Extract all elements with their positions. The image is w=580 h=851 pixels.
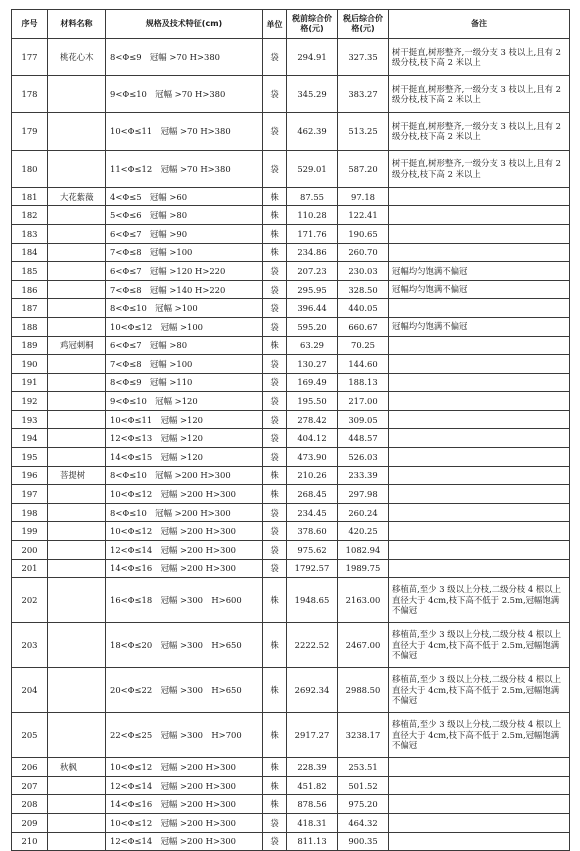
cell-post-tax-price: 260.24 — [338, 503, 389, 522]
cell-post-tax-price: 297.98 — [338, 485, 389, 504]
cell-unit: 株 — [263, 758, 287, 777]
cell-unit: 袋 — [263, 410, 287, 429]
cell-spec: 8<Φ≤10 冠幅 >200 H>300 — [106, 503, 263, 522]
cell-pre-tax-price: 529.01 — [287, 150, 338, 187]
table-row — [12, 503, 570, 522]
cell-material-name: 鸡冠刺桐 — [48, 336, 106, 355]
cell-note: 树干挺直,树形整齐,一级分支 3 枝以上,且有 2 级分枝,枝下高 2 米以上 — [389, 76, 570, 113]
cell-material-name — [48, 410, 106, 429]
cell-note — [389, 559, 570, 578]
cell-unit: 袋 — [263, 150, 287, 187]
cell-spec: 4<Φ≤5 冠幅 >60 — [106, 187, 263, 206]
cell-note — [389, 541, 570, 560]
cell-unit: 株 — [263, 578, 287, 623]
cell-note: 冠幅均匀饱满不偏冠 — [389, 262, 570, 281]
cell-note — [389, 814, 570, 833]
cell-note — [389, 206, 570, 225]
table-header — [12, 10, 570, 39]
cell-material-name — [48, 448, 106, 467]
cell-pre-tax-price: 87.55 — [287, 187, 338, 206]
cell-material-name — [48, 832, 106, 851]
cell-material-name — [48, 668, 106, 713]
cell-note — [389, 485, 570, 504]
cell-material-name — [48, 814, 106, 833]
cell-unit: 袋 — [263, 522, 287, 541]
cell-no: 207 — [12, 776, 48, 795]
cell-pre-tax-price: 1948.65 — [287, 578, 338, 623]
table-row — [12, 485, 570, 504]
cell-spec: 7<Φ≤8 冠幅 >140 H>220 — [106, 280, 263, 299]
cell-post-tax-price: 440.05 — [338, 299, 389, 318]
cell-pre-tax-price: 207.23 — [287, 262, 338, 281]
cell-note — [389, 795, 570, 814]
header-note: 备注 — [389, 10, 570, 39]
price-table-sheet — [11, 9, 569, 851]
cell-unit: 袋 — [263, 814, 287, 833]
table-row — [12, 280, 570, 299]
cell-spec: 6<Φ≤7 冠幅 >90 — [106, 224, 263, 243]
cell-note — [389, 832, 570, 851]
cell-material-name — [48, 559, 106, 578]
cell-material-name — [48, 541, 106, 560]
cell-spec: 8<Φ≤9 冠幅 >110 — [106, 373, 263, 392]
cell-pre-tax-price: 462.39 — [287, 113, 338, 150]
cell-spec: 10<Φ≤12 冠幅 >100 — [106, 317, 263, 336]
cell-unit: 袋 — [263, 299, 287, 318]
cell-post-tax-price: 587.20 — [338, 150, 389, 187]
cell-spec: 10<Φ≤11 冠幅 >120 — [106, 410, 263, 429]
cell-post-tax-price: 2163.00 — [338, 578, 389, 623]
cell-post-tax-price: 513.25 — [338, 113, 389, 150]
cell-post-tax-price: 327.35 — [338, 39, 389, 76]
cell-material-name — [48, 429, 106, 448]
cell-post-tax-price: 975.20 — [338, 795, 389, 814]
cell-spec: 9<Φ≤10 冠幅 >70 H>380 — [106, 76, 263, 113]
cell-spec: 10<Φ≤12 冠幅 >200 H>300 — [106, 758, 263, 777]
cell-material-name — [48, 503, 106, 522]
cell-spec: 5<Φ≤6 冠幅 >80 — [106, 206, 263, 225]
cell-no: 198 — [12, 503, 48, 522]
cell-note — [389, 224, 570, 243]
cell-spec: 7<Φ≤8 冠幅 >100 — [106, 355, 263, 374]
cell-pre-tax-price: 2692.34 — [287, 668, 338, 713]
cell-post-tax-price: 217.00 — [338, 392, 389, 411]
cell-pre-tax-price: 169.49 — [287, 373, 338, 392]
price-table — [11, 9, 570, 851]
table-row — [12, 713, 570, 758]
table-row — [12, 758, 570, 777]
header-unit: 单位 — [263, 10, 287, 39]
cell-note — [389, 503, 570, 522]
cell-spec: 8<Φ≤10 冠幅 >100 — [106, 299, 263, 318]
cell-unit: 袋 — [263, 832, 287, 851]
cell-no: 204 — [12, 668, 48, 713]
cell-no: 183 — [12, 224, 48, 243]
cell-spec: 8<Φ≤9 冠幅 >70 H>380 — [106, 39, 263, 76]
table-row — [12, 623, 570, 668]
cell-material-name — [48, 355, 106, 374]
cell-pre-tax-price: 171.76 — [287, 224, 338, 243]
cell-pre-tax-price: 2222.52 — [287, 623, 338, 668]
cell-spec: 14<Φ≤15 冠幅 >120 — [106, 448, 263, 467]
cell-unit: 株 — [263, 206, 287, 225]
cell-spec: 12<Φ≤13 冠幅 >120 — [106, 429, 263, 448]
cell-material-name: 桃花心木 — [48, 39, 106, 76]
cell-material-name — [48, 713, 106, 758]
cell-pre-tax-price: 975.62 — [287, 541, 338, 560]
table-row — [12, 448, 570, 467]
cell-post-tax-price: 233.39 — [338, 466, 389, 485]
cell-note — [389, 410, 570, 429]
cell-post-tax-price: 2988.50 — [338, 668, 389, 713]
cell-post-tax-price: 3238.17 — [338, 713, 389, 758]
cell-spec: 12<Φ≤14 冠幅 >200 H>300 — [106, 832, 263, 851]
cell-spec: 12<Φ≤14 冠幅 >200 H>300 — [106, 541, 263, 560]
cell-unit: 袋 — [263, 317, 287, 336]
table-row — [12, 336, 570, 355]
cell-no: 194 — [12, 429, 48, 448]
cell-note — [389, 336, 570, 355]
cell-no: 190 — [12, 355, 48, 374]
cell-material-name: 秋枫 — [48, 758, 106, 777]
cell-pre-tax-price: 210.26 — [287, 466, 338, 485]
cell-no: 195 — [12, 448, 48, 467]
cell-post-tax-price: 420.25 — [338, 522, 389, 541]
table-row — [12, 392, 570, 411]
cell-pre-tax-price: 268.45 — [287, 485, 338, 504]
table-row — [12, 150, 570, 187]
table-row — [12, 668, 570, 713]
cell-post-tax-price: 383.27 — [338, 76, 389, 113]
cell-unit: 袋 — [263, 559, 287, 578]
cell-post-tax-price: 230.03 — [338, 262, 389, 281]
table-row — [12, 76, 570, 113]
cell-no: 181 — [12, 187, 48, 206]
cell-pre-tax-price: 195.50 — [287, 392, 338, 411]
cell-post-tax-price: 122.41 — [338, 206, 389, 225]
cell-unit: 袋 — [263, 113, 287, 150]
cell-post-tax-price: 309.05 — [338, 410, 389, 429]
cell-material-name — [48, 795, 106, 814]
cell-note: 移植苗,至少 3 级以上分枝,二级分枝 4 根以上直径大于 4cm,枝下高不低于 2.5m,冠幅饱满不偏冠 — [389, 713, 570, 758]
header-pre-tax: 税前综合价格(元) — [287, 10, 338, 39]
cell-unit: 株 — [263, 668, 287, 713]
cell-spec: 14<Φ≤16 冠幅 >200 H>300 — [106, 559, 263, 578]
cell-material-name — [48, 262, 106, 281]
cell-no: 188 — [12, 317, 48, 336]
table-row — [12, 541, 570, 560]
table-row — [12, 355, 570, 374]
cell-post-tax-price: 464.32 — [338, 814, 389, 833]
cell-no: 196 — [12, 466, 48, 485]
cell-note — [389, 429, 570, 448]
table-row — [12, 39, 570, 76]
cell-unit: 株 — [263, 187, 287, 206]
cell-unit: 袋 — [263, 503, 287, 522]
table-row — [12, 578, 570, 623]
cell-note: 冠幅均匀饱满不偏冠 — [389, 280, 570, 299]
cell-pre-tax-price: 418.31 — [287, 814, 338, 833]
cell-pre-tax-price: 811.13 — [287, 832, 338, 851]
cell-pre-tax-price: 130.27 — [287, 355, 338, 374]
cell-material-name — [48, 113, 106, 150]
cell-spec: 12<Φ≤14 冠幅 >200 H>300 — [106, 776, 263, 795]
cell-no: 187 — [12, 299, 48, 318]
cell-note — [389, 299, 570, 318]
cell-material-name — [48, 317, 106, 336]
cell-note: 树干挺直,树形整齐,一级分支 3 枝以上,且有 2 级分枝,枝下高 2 米以上 — [389, 39, 570, 76]
table-body — [12, 39, 570, 851]
cell-note — [389, 373, 570, 392]
cell-spec: 10<Φ≤11 冠幅 >70 H>380 — [106, 113, 263, 150]
cell-no: 193 — [12, 410, 48, 429]
cell-material-name — [48, 224, 106, 243]
cell-unit: 株 — [263, 713, 287, 758]
cell-spec: 11<Φ≤12 冠幅 >70 H>380 — [106, 150, 263, 187]
cell-no: 205 — [12, 713, 48, 758]
cell-unit: 袋 — [263, 392, 287, 411]
cell-note — [389, 243, 570, 262]
cell-unit: 袋 — [263, 39, 287, 76]
header-row — [12, 10, 570, 39]
table-row — [12, 429, 570, 448]
cell-pre-tax-price: 595.20 — [287, 317, 338, 336]
cell-no: 186 — [12, 280, 48, 299]
cell-no: 179 — [12, 113, 48, 150]
cell-post-tax-price: 328.50 — [338, 280, 389, 299]
cell-unit: 袋 — [263, 448, 287, 467]
table-row — [12, 224, 570, 243]
cell-spec: 10<Φ≤12 冠幅 >200 H>300 — [106, 485, 263, 504]
cell-pre-tax-price: 345.29 — [287, 76, 338, 113]
cell-spec: 9<Φ≤10 冠幅 >120 — [106, 392, 263, 411]
cell-no: 208 — [12, 795, 48, 814]
cell-unit: 株 — [263, 336, 287, 355]
cell-pre-tax-price: 234.86 — [287, 243, 338, 262]
cell-spec: 10<Φ≤12 冠幅 >200 H>300 — [106, 814, 263, 833]
cell-note: 移植苗,至少 3 级以上分枝,二级分枝 4 根以上直径大于 4cm,枝下高不低于 2.5m,冠幅饱满不偏冠 — [389, 623, 570, 668]
header-post-tax: 税后综合价格(元) — [338, 10, 389, 39]
cell-unit: 袋 — [263, 76, 287, 113]
cell-spec: 7<Φ≤8 冠幅 >100 — [106, 243, 263, 262]
cell-material-name: 菩提树 — [48, 466, 106, 485]
cell-post-tax-price: 2467.00 — [338, 623, 389, 668]
cell-no: 199 — [12, 522, 48, 541]
cell-pre-tax-price: 63.29 — [287, 336, 338, 355]
cell-post-tax-price: 97.18 — [338, 187, 389, 206]
cell-post-tax-price: 526.03 — [338, 448, 389, 467]
cell-material-name — [48, 776, 106, 795]
cell-unit: 株 — [263, 243, 287, 262]
cell-material-name — [48, 206, 106, 225]
cell-note: 移植苗,至少 3 级以上分枝,二级分枝 4 根以上直径大于 4cm,枝下高不低于 2.5m,冠幅饱满不偏冠 — [389, 578, 570, 623]
table-row — [12, 814, 570, 833]
cell-unit: 袋 — [263, 280, 287, 299]
cell-no: 184 — [12, 243, 48, 262]
cell-note — [389, 776, 570, 795]
cell-note — [389, 522, 570, 541]
cell-material-name — [48, 76, 106, 113]
table-row — [12, 113, 570, 150]
table-row — [12, 317, 570, 336]
table-row — [12, 410, 570, 429]
table-row — [12, 299, 570, 318]
cell-no: 191 — [12, 373, 48, 392]
cell-unit: 袋 — [263, 262, 287, 281]
cell-no: 182 — [12, 206, 48, 225]
table-row — [12, 187, 570, 206]
cell-pre-tax-price: 878.56 — [287, 795, 338, 814]
table-row — [12, 522, 570, 541]
cell-pre-tax-price: 396.44 — [287, 299, 338, 318]
cell-post-tax-price: 1082.94 — [338, 541, 389, 560]
header-no: 序号 — [12, 10, 48, 39]
cell-no: 178 — [12, 76, 48, 113]
cell-unit: 株 — [263, 224, 287, 243]
cell-note — [389, 355, 570, 374]
cell-spec: 6<Φ≤7 冠幅 >120 H>220 — [106, 262, 263, 281]
cell-pre-tax-price: 295.95 — [287, 280, 338, 299]
cell-spec: 14<Φ≤16 冠幅 >200 H>300 — [106, 795, 263, 814]
cell-no: 200 — [12, 541, 48, 560]
cell-no: 180 — [12, 150, 48, 187]
cell-pre-tax-price: 228.39 — [287, 758, 338, 777]
cell-note — [389, 466, 570, 485]
cell-no: 210 — [12, 832, 48, 851]
cell-material-name: 大花紫薇 — [48, 187, 106, 206]
cell-unit: 袋 — [263, 429, 287, 448]
cell-post-tax-price: 501.52 — [338, 776, 389, 795]
cell-note — [389, 448, 570, 467]
cell-note: 树干挺直,树形整齐,一级分支 3 枝以上,且有 2 级分枝,枝下高 2 米以上 — [389, 113, 570, 150]
cell-post-tax-price: 253.51 — [338, 758, 389, 777]
cell-note: 树干挺直,树形整齐,一级分支 3 枝以上,且有 2 级分枝,枝下高 2 米以上 — [389, 150, 570, 187]
cell-note: 冠幅均匀饱满不偏冠 — [389, 317, 570, 336]
table-row — [12, 466, 570, 485]
cell-spec: 22<Φ≤25 冠幅 >300 H>700 — [106, 713, 263, 758]
cell-no: 185 — [12, 262, 48, 281]
cell-material-name — [48, 578, 106, 623]
cell-unit: 袋 — [263, 355, 287, 374]
cell-pre-tax-price: 294.91 — [287, 39, 338, 76]
cell-post-tax-price: 660.67 — [338, 317, 389, 336]
cell-no: 192 — [12, 392, 48, 411]
cell-unit: 袋 — [263, 373, 287, 392]
cell-pre-tax-price: 1792.57 — [287, 559, 338, 578]
cell-note: 移植苗,至少 3 级以上分枝,二级分枝 4 根以上直径大于 4cm,枝下高不低于 2.5m,冠幅饱满不偏冠 — [389, 668, 570, 713]
cell-material-name — [48, 373, 106, 392]
cell-post-tax-price: 260.70 — [338, 243, 389, 262]
cell-material-name — [48, 485, 106, 504]
table-row — [12, 832, 570, 851]
cell-unit: 株 — [263, 485, 287, 504]
cell-no: 201 — [12, 559, 48, 578]
cell-no: 197 — [12, 485, 48, 504]
header-spec: 规格及技术特征(cm) — [106, 10, 263, 39]
cell-spec: 16<Φ≤18 冠幅 >300 H>600 — [106, 578, 263, 623]
cell-post-tax-price: 190.65 — [338, 224, 389, 243]
cell-spec: 6<Φ≤7 冠幅 >80 — [106, 336, 263, 355]
cell-no: 209 — [12, 814, 48, 833]
cell-no: 203 — [12, 623, 48, 668]
cell-post-tax-price: 900.35 — [338, 832, 389, 851]
table-row — [12, 262, 570, 281]
cell-no: 189 — [12, 336, 48, 355]
header-name: 材料名称 — [48, 10, 106, 39]
cell-spec: 18<Φ≤20 冠幅 >300 H>650 — [106, 623, 263, 668]
cell-material-name — [48, 299, 106, 318]
cell-material-name — [48, 280, 106, 299]
cell-pre-tax-price: 473.90 — [287, 448, 338, 467]
cell-pre-tax-price: 278.42 — [287, 410, 338, 429]
cell-no: 206 — [12, 758, 48, 777]
cell-pre-tax-price: 404.12 — [287, 429, 338, 448]
table-row — [12, 559, 570, 578]
cell-pre-tax-price: 110.28 — [287, 206, 338, 225]
cell-material-name — [48, 623, 106, 668]
table-row — [12, 795, 570, 814]
cell-post-tax-price: 70.25 — [338, 336, 389, 355]
cell-material-name — [48, 392, 106, 411]
cell-pre-tax-price: 234.45 — [287, 503, 338, 522]
cell-no: 177 — [12, 39, 48, 76]
cell-pre-tax-price: 451.82 — [287, 776, 338, 795]
cell-material-name — [48, 522, 106, 541]
cell-post-tax-price: 188.13 — [338, 373, 389, 392]
cell-unit: 袋 — [263, 541, 287, 560]
cell-note — [389, 758, 570, 777]
cell-unit: 株 — [263, 776, 287, 795]
cell-pre-tax-price: 2917.27 — [287, 713, 338, 758]
cell-note — [389, 187, 570, 206]
cell-post-tax-price: 1989.75 — [338, 559, 389, 578]
table-row — [12, 243, 570, 262]
cell-unit: 株 — [263, 623, 287, 668]
cell-material-name — [48, 150, 106, 187]
table-row — [12, 776, 570, 795]
cell-post-tax-price: 144.60 — [338, 355, 389, 374]
cell-spec: 8<Φ≤10 冠幅 >200 H>300 — [106, 466, 263, 485]
cell-unit: 株 — [263, 466, 287, 485]
cell-pre-tax-price: 378.60 — [287, 522, 338, 541]
cell-spec: 10<Φ≤12 冠幅 >200 H>300 — [106, 522, 263, 541]
table-row — [12, 373, 570, 392]
cell-material-name — [48, 243, 106, 262]
cell-no: 202 — [12, 578, 48, 623]
cell-post-tax-price: 448.57 — [338, 429, 389, 448]
cell-note — [389, 392, 570, 411]
cell-unit: 株 — [263, 795, 287, 814]
table-row — [12, 206, 570, 225]
cell-spec: 20<Φ≤22 冠幅 >300 H>650 — [106, 668, 263, 713]
